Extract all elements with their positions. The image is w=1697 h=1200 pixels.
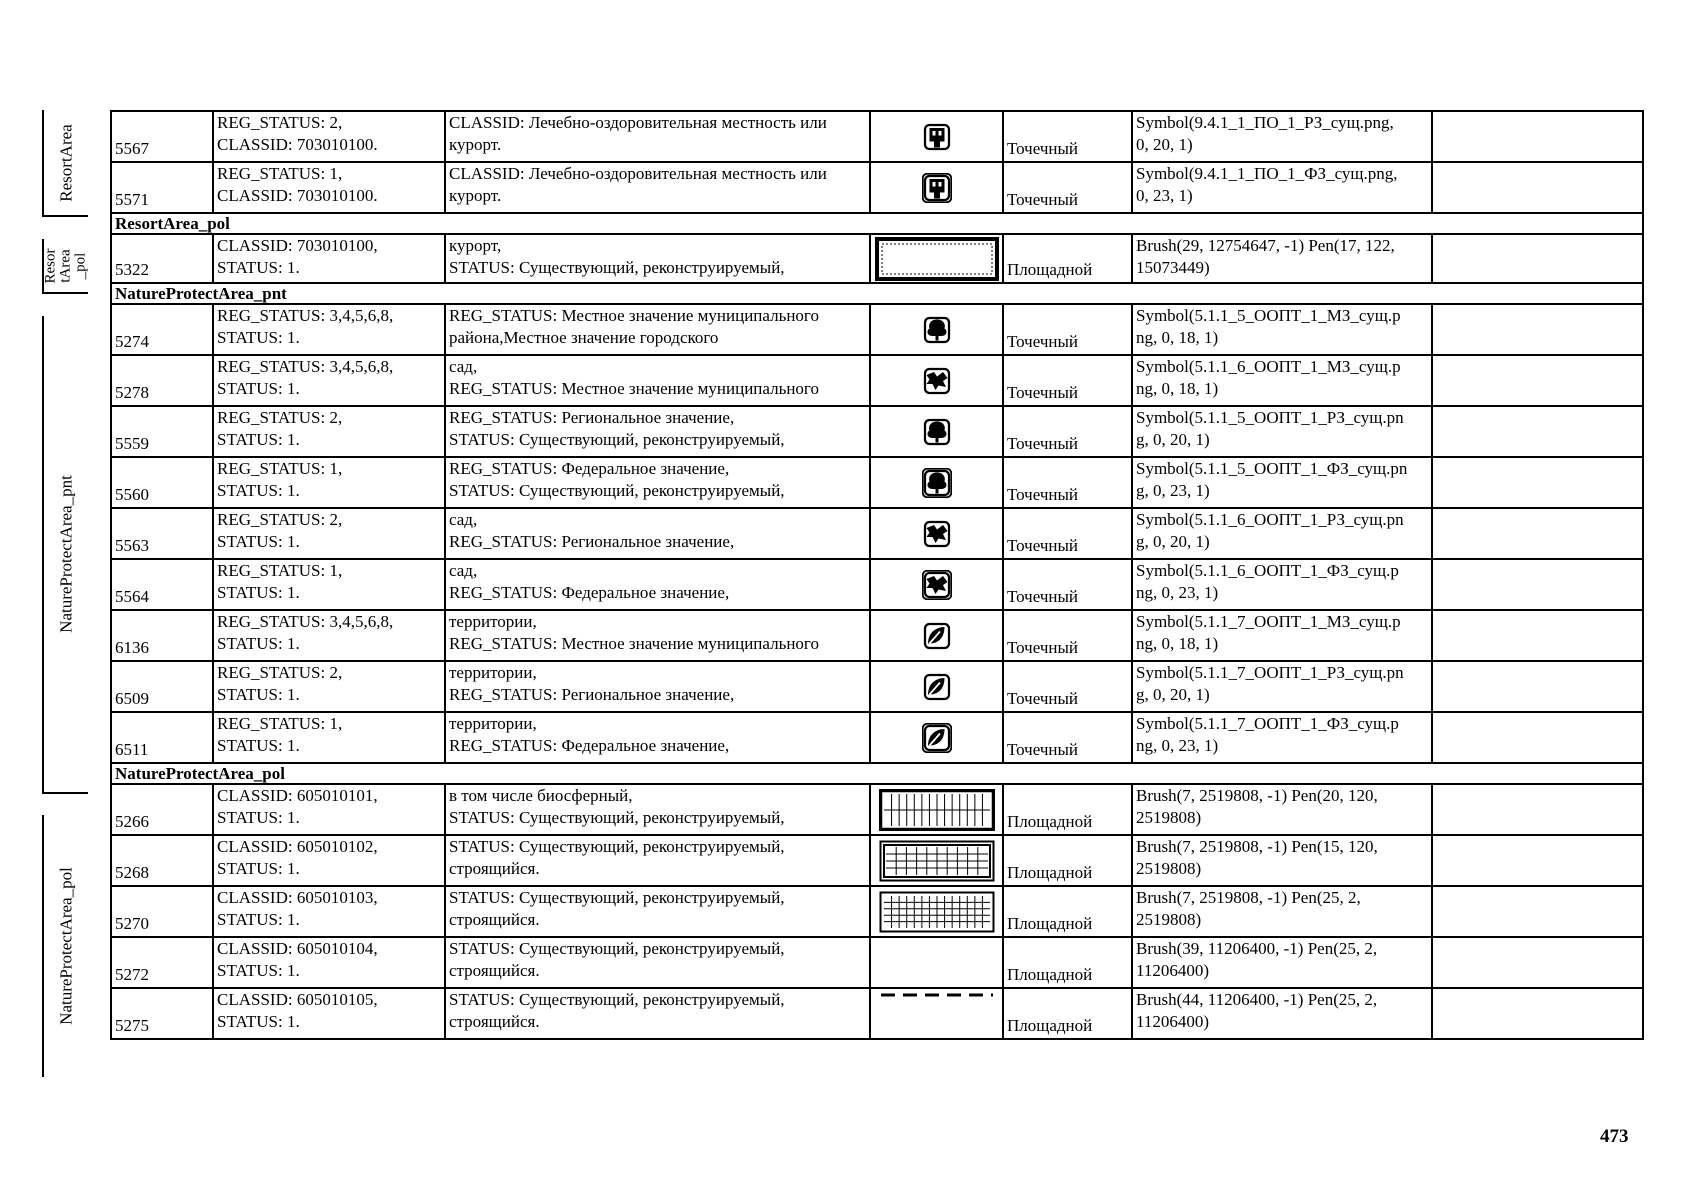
symbol-cell <box>870 457 1003 508</box>
table-row <box>111 508 1643 559</box>
condition-line-1: REG_STATUS: 2, <box>217 510 343 529</box>
condition-line-1: CLASSID: 605010103, <box>217 888 378 907</box>
area-outline-icon <box>874 247 1000 266</box>
style-cell <box>1132 661 1432 712</box>
description-line-2: REG_STATUS: Федеральное значение, <box>449 583 730 602</box>
leaf-icon <box>922 675 952 694</box>
description-cell <box>445 457 870 508</box>
style-cell <box>1132 457 1432 508</box>
id-cell: 5322 <box>111 234 213 283</box>
condition-line-2: STATUS: 1. <box>217 430 300 449</box>
section-header-row <box>111 763 1643 784</box>
condition-cell <box>213 712 445 763</box>
style-line-1: Brush(29, 12754647, -1) Pen(17, 122, <box>1136 236 1395 255</box>
description-cell <box>445 937 870 988</box>
style-cell <box>1132 162 1432 213</box>
table-row <box>111 559 1643 610</box>
section-title: NatureProtectArea_pol <box>111 763 1643 784</box>
type-cell: Точечный <box>1003 559 1132 610</box>
symbol-cell <box>870 406 1003 457</box>
description-cell <box>445 304 870 355</box>
group-label-text: Resor tArea _pol <box>42 248 89 283</box>
condition-line-1: CLASSID: 605010102, <box>217 837 378 856</box>
type-cell: Площадной <box>1003 988 1132 1039</box>
style-cell <box>1132 304 1432 355</box>
group-label-resortarea <box>42 110 88 217</box>
type-cell: Точечный <box>1003 712 1132 763</box>
id-cell: 5564 <box>111 559 213 610</box>
symbol-cell <box>870 784 1003 835</box>
description-line-2: строящийся. <box>449 961 540 980</box>
empty-cell <box>1432 610 1643 661</box>
tree-icon <box>922 420 952 439</box>
table-row <box>111 712 1643 763</box>
condition-line-2: STATUS: 1. <box>217 685 300 704</box>
id-cell: 6511 <box>111 712 213 763</box>
section-title: ResortArea_pol <box>111 213 1643 234</box>
condition-line-1: REG_STATUS: 3,4,5,6,8, <box>217 357 394 376</box>
resort-building-framed-icon <box>922 176 952 195</box>
symbol-cell <box>870 355 1003 406</box>
table-row <box>111 784 1643 835</box>
description-line-1: STATUS: Существующий, реконструируемый, <box>449 939 785 958</box>
group-label-natureprotectarea-pol <box>42 815 88 1077</box>
description-cell <box>445 234 870 283</box>
hatch-bold-icon <box>879 798 995 817</box>
style-line-2: 0, 20, 1) <box>1136 135 1193 154</box>
style-cell <box>1132 784 1432 835</box>
style-line-2: g, 0, 20, 1) <box>1136 532 1210 551</box>
style-line-1: Symbol(5.1.1_6_ООПТ_1_ФЗ_сущ.p <box>1136 561 1399 580</box>
style-line-1: Brush(7, 2519808, -1) Pen(15, 120, <box>1136 837 1378 856</box>
condition-cell <box>213 162 445 213</box>
empty-cell <box>1432 559 1643 610</box>
description-cell <box>445 406 870 457</box>
description-cell <box>445 784 870 835</box>
symbol-cell <box>870 712 1003 763</box>
table-row <box>111 457 1643 508</box>
style-cell <box>1132 886 1432 937</box>
empty-cell <box>1432 835 1643 886</box>
condition-line-2: STATUS: 1. <box>217 258 300 277</box>
type-cell: Точечный <box>1003 610 1132 661</box>
table-row <box>111 162 1643 213</box>
condition-cell <box>213 111 445 162</box>
table-row <box>111 304 1643 355</box>
type-cell: Точечный <box>1003 111 1132 162</box>
empty-cell <box>1432 162 1643 213</box>
description-line-1: REG_STATUS: Местное значение муниципального <box>449 306 819 325</box>
condition-line-1: REG_STATUS: 1, <box>217 714 343 733</box>
group-label-text: NatureProtectArea_pnt <box>56 475 76 633</box>
description-cell <box>445 111 870 162</box>
style-line-2: 2519808) <box>1136 910 1202 929</box>
description-cell <box>445 886 870 937</box>
empty-cell <box>1432 304 1643 355</box>
description-line-1: CLASSID: Лечебно-оздоровительная местность или <box>449 164 827 183</box>
description-cell <box>445 162 870 213</box>
id-cell: 5560 <box>111 457 213 508</box>
group-label-text: NatureProtectArea_pol <box>56 867 76 1025</box>
table-row <box>111 988 1643 1039</box>
description-line-1: REG_STATUS: Федеральное значение, <box>449 459 730 478</box>
empty-cell <box>1432 111 1643 162</box>
description-line-2: REG_STATUS: Федеральное значение, <box>449 736 730 755</box>
id-cell: 6136 <box>111 610 213 661</box>
condition-line-2: STATUS: 1. <box>217 1012 300 1031</box>
condition-line-2: STATUS: 1. <box>217 736 300 755</box>
symbol-cell <box>870 835 1003 886</box>
empty-cell <box>1432 988 1643 1039</box>
tree-framed-icon <box>922 471 952 490</box>
empty-cell <box>1432 508 1643 559</box>
style-line-2: g, 0, 20, 1) <box>1136 685 1210 704</box>
garden-leaf-framed-icon <box>922 573 952 592</box>
empty-cell <box>1432 457 1643 508</box>
condition-cell <box>213 610 445 661</box>
condition-line-1: REG_STATUS: 1, <box>217 164 343 183</box>
resort-building-icon <box>922 125 952 144</box>
id-cell: 5563 <box>111 508 213 559</box>
condition-line-1: CLASSID: 703010100, <box>217 236 378 255</box>
condition-cell <box>213 661 445 712</box>
group-label-resortarea-pol <box>42 239 88 294</box>
garden-leaf-icon <box>922 522 952 541</box>
empty-cell <box>1432 784 1643 835</box>
empty-cell <box>1432 886 1643 937</box>
condition-line-2: STATUS: 1. <box>217 379 300 398</box>
style-line-1: Brush(7, 2519808, -1) Pen(25, 2, <box>1136 888 1361 907</box>
description-cell <box>445 835 870 886</box>
description-line-1: территории, <box>449 663 537 682</box>
style-cell <box>1132 234 1432 283</box>
id-cell: 5272 <box>111 937 213 988</box>
symbol-table <box>110 110 1644 1040</box>
description-cell <box>445 559 870 610</box>
description-line-2: REG_STATUS: Местное значение муниципального <box>449 634 819 653</box>
hatch-double-icon <box>879 849 995 868</box>
style-line-2: 11206400) <box>1136 961 1210 980</box>
id-cell: 5274 <box>111 304 213 355</box>
type-cell: Точечный <box>1003 508 1132 559</box>
section-header-row <box>111 213 1643 234</box>
condition-cell <box>213 508 445 559</box>
style-cell <box>1132 712 1432 763</box>
table-row <box>111 610 1643 661</box>
condition-line-2: STATUS: 1. <box>217 328 300 347</box>
style-cell <box>1132 406 1432 457</box>
empty-cell <box>1432 355 1643 406</box>
description-line-2: STATUS: Существующий, реконструируемый, <box>449 481 785 500</box>
type-cell: Точечный <box>1003 406 1132 457</box>
symbol-cell <box>870 234 1003 283</box>
symbol-cell <box>870 304 1003 355</box>
condition-cell <box>213 304 445 355</box>
description-line-2: REG_STATUS: Региональное значение, <box>449 685 735 704</box>
condition-cell <box>213 406 445 457</box>
symbol-cell <box>870 559 1003 610</box>
description-line-1: территории, <box>449 612 537 631</box>
style-line-1: Symbol(9.4.1_1_ПО_1_РЗ_сущ.png, <box>1136 113 1394 132</box>
style-line-2: g, 0, 20, 1) <box>1136 430 1210 449</box>
style-line-1: Symbol(5.1.1_6_ООПТ_1_МЗ_сущ.p <box>1136 357 1401 376</box>
description-line-2: REG_STATUS: Региональное значение, <box>449 532 735 551</box>
condition-line-1: CLASSID: 605010105, <box>217 990 378 1009</box>
symbol-cell <box>870 162 1003 213</box>
table-row <box>111 234 1643 283</box>
table-row <box>111 355 1643 406</box>
symbol-cell <box>870 886 1003 937</box>
garden-leaf-icon <box>922 369 952 388</box>
type-cell: Точечный <box>1003 304 1132 355</box>
condition-cell <box>213 988 445 1039</box>
tree-icon <box>922 318 952 337</box>
type-cell: Точечный <box>1003 661 1132 712</box>
page-number: 473 <box>1600 1126 1629 1147</box>
section-title: NatureProtectArea_pnt <box>111 283 1643 304</box>
description-line-1: в том числе биосферный, <box>449 786 633 805</box>
type-cell: Точечный <box>1003 162 1132 213</box>
symbol-cell <box>870 988 1003 1039</box>
style-cell <box>1132 988 1432 1039</box>
condition-line-2: STATUS: 1. <box>217 808 300 827</box>
table-row <box>111 937 1643 988</box>
style-cell <box>1132 111 1432 162</box>
symbol-cell <box>870 610 1003 661</box>
style-cell <box>1132 610 1432 661</box>
condition-line-2: STATUS: 1. <box>217 532 300 551</box>
description-line-2: района,Местное значение городского <box>449 328 719 347</box>
condition-line-2: STATUS: 1. <box>217 859 300 878</box>
description-line-1: REG_STATUS: Региональное значение, <box>449 408 735 427</box>
style-line-1: Symbol(5.1.1_7_ООПТ_1_МЗ_сущ.p <box>1136 612 1401 631</box>
symbol-cell <box>870 508 1003 559</box>
condition-cell <box>213 835 445 886</box>
empty-cell <box>1432 937 1643 988</box>
description-line-2: курорт. <box>449 135 502 154</box>
description-line-2: строящийся. <box>449 1012 540 1031</box>
condition-cell <box>213 886 445 937</box>
id-cell: 5270 <box>111 886 213 937</box>
description-line-1: сад, <box>449 510 478 529</box>
type-cell: Площадной <box>1003 937 1132 988</box>
condition-line-1: REG_STATUS: 2, <box>217 113 343 132</box>
description-line-1: сад, <box>449 561 478 580</box>
id-cell: 5275 <box>111 988 213 1039</box>
section-header-row <box>111 283 1643 304</box>
description-cell <box>445 610 870 661</box>
empty-cell <box>1432 661 1643 712</box>
type-cell: Точечный <box>1003 457 1132 508</box>
style-line-1: Symbol(5.1.1_5_ООПТ_1_ФЗ_сущ.pn <box>1136 459 1408 478</box>
condition-cell <box>213 559 445 610</box>
description-line-2: REG_STATUS: Местное значение муниципального <box>449 379 819 398</box>
type-cell: Площадной <box>1003 886 1132 937</box>
condition-line-1: REG_STATUS: 1, <box>217 561 343 580</box>
description-line-2: STATUS: Существующий, реконструируемый, <box>449 258 785 277</box>
symbol-cell <box>870 111 1003 162</box>
description-line-1: сад, <box>449 357 478 376</box>
condition-line-2: STATUS: 1. <box>217 634 300 653</box>
empty-cell <box>1432 406 1643 457</box>
leaf-icon <box>922 624 952 643</box>
style-line-2: ng, 0, 18, 1) <box>1136 634 1219 653</box>
description-line-1: STATUS: Существующий, реконструируемый, <box>449 990 785 1009</box>
condition-line-2: STATUS: 1. <box>217 481 300 500</box>
style-line-1: Symbol(5.1.1_6_ООПТ_1_РЗ_сущ.pn <box>1136 510 1404 529</box>
condition-line-1: REG_STATUS: 3,4,5,6,8, <box>217 612 394 631</box>
group-label-natureprotectarea-pnt <box>42 316 88 794</box>
table-row <box>111 406 1643 457</box>
description-cell <box>445 661 870 712</box>
description-line-2: STATUS: Существующий, реконструируемый, <box>449 430 785 449</box>
condition-line-1: CLASSID: 605010104, <box>217 939 378 958</box>
condition-line-2: STATUS: 1. <box>217 961 300 980</box>
empty-cell <box>1432 234 1643 283</box>
description-line-2: строящийся. <box>449 910 540 929</box>
description-cell <box>445 988 870 1039</box>
style-line-2: 0, 23, 1) <box>1136 186 1193 205</box>
style-line-2: ng, 0, 23, 1) <box>1136 736 1219 755</box>
description-line-1: CLASSID: Лечебно-оздоровительная местность или <box>449 113 827 132</box>
type-cell: Площадной <box>1003 784 1132 835</box>
style-cell <box>1132 355 1432 406</box>
description-line-1: STATUS: Существующий, реконструируемый, <box>449 837 785 856</box>
type-cell: Площадной <box>1003 835 1132 886</box>
condition-line-1: REG_STATUS: 1, <box>217 459 343 478</box>
condition-line-2: CLASSID: 703010100. <box>217 186 378 205</box>
description-line-2: STATUS: Существующий, реконструируемый, <box>449 808 785 827</box>
id-cell: 5266 <box>111 784 213 835</box>
style-line-2: ng, 0, 18, 1) <box>1136 379 1219 398</box>
condition-cell <box>213 784 445 835</box>
description-line-1: STATUS: Существующий, реконструируемый, <box>449 888 785 907</box>
symbol-cell <box>870 937 1003 988</box>
style-line-2: ng, 0, 23, 1) <box>1136 583 1219 602</box>
condition-line-2: STATUS: 1. <box>217 583 300 602</box>
condition-cell <box>213 355 445 406</box>
style-line-2: 2519808) <box>1136 808 1202 827</box>
table-row <box>111 661 1643 712</box>
style-line-2: g, 0, 23, 1) <box>1136 481 1210 500</box>
condition-line-1: CLASSID: 605010101, <box>217 786 378 805</box>
symbol-cell <box>870 661 1003 712</box>
style-cell <box>1132 835 1432 886</box>
id-cell: 5268 <box>111 835 213 886</box>
id-cell: 5571 <box>111 162 213 213</box>
style-line-2: 2519808) <box>1136 859 1202 878</box>
id-cell: 5559 <box>111 406 213 457</box>
id-cell: 6509 <box>111 661 213 712</box>
style-line-1: Symbol(9.4.1_1_ПО_1_ФЗ_сущ.png, <box>1136 164 1398 183</box>
style-line-1: Symbol(5.1.1_7_ООПТ_1_ФЗ_сущ.p <box>1136 714 1399 733</box>
style-line-2: 11206400) <box>1136 1012 1210 1031</box>
leaf-framed-icon <box>922 726 952 745</box>
condition-line-1: REG_STATUS: 2, <box>217 408 343 427</box>
description-cell <box>445 712 870 763</box>
style-line-1: Symbol(5.1.1_5_ООПТ_1_МЗ_сущ.p <box>1136 306 1401 325</box>
table-row <box>111 886 1643 937</box>
condition-line-2: STATUS: 1. <box>217 910 300 929</box>
hatch-thin-icon <box>879 900 995 919</box>
style-line-1: Brush(39, 11206400, -1) Pen(25, 2, <box>1136 939 1378 958</box>
style-cell <box>1132 937 1432 988</box>
description-cell <box>445 508 870 559</box>
condition-line-1: REG_STATUS: 3,4,5,6,8, <box>217 306 394 325</box>
description-line-1: территории, <box>449 714 537 733</box>
style-line-1: Symbol(5.1.1_5_ООПТ_1_РЗ_сущ.pn <box>1136 408 1404 427</box>
condition-cell <box>213 937 445 988</box>
description-line-1: курорт, <box>449 236 502 255</box>
condition-line-2: CLASSID: 703010100. <box>217 135 378 154</box>
id-cell: 5278 <box>111 355 213 406</box>
style-line-1: Symbol(5.1.1_7_ООПТ_1_РЗ_сущ.pn <box>1136 663 1404 682</box>
condition-cell <box>213 234 445 283</box>
style-line-2: 15073449) <box>1136 258 1210 277</box>
table-row <box>111 835 1643 886</box>
description-cell <box>445 355 870 406</box>
description-line-2: курорт. <box>449 186 502 205</box>
style-cell <box>1132 559 1432 610</box>
id-cell: 5567 <box>111 111 213 162</box>
style-line-1: Brush(7, 2519808, -1) Pen(20, 120, <box>1136 786 1378 805</box>
condition-cell <box>213 457 445 508</box>
table-row <box>111 111 1643 162</box>
condition-line-1: REG_STATUS: 2, <box>217 663 343 682</box>
empty-cell <box>1432 712 1643 763</box>
style-line-2: ng, 0, 18, 1) <box>1136 328 1219 347</box>
dashed-edge-icon <box>877 1002 997 1021</box>
type-cell: Площадной <box>1003 234 1132 283</box>
type-cell: Точечный <box>1003 355 1132 406</box>
group-label-text: ResortArea <box>56 123 76 202</box>
description-line-2: строящийся. <box>449 859 540 878</box>
style-line-1: Brush(44, 11206400, -1) Pen(25, 2, <box>1136 990 1378 1009</box>
style-cell <box>1132 508 1432 559</box>
